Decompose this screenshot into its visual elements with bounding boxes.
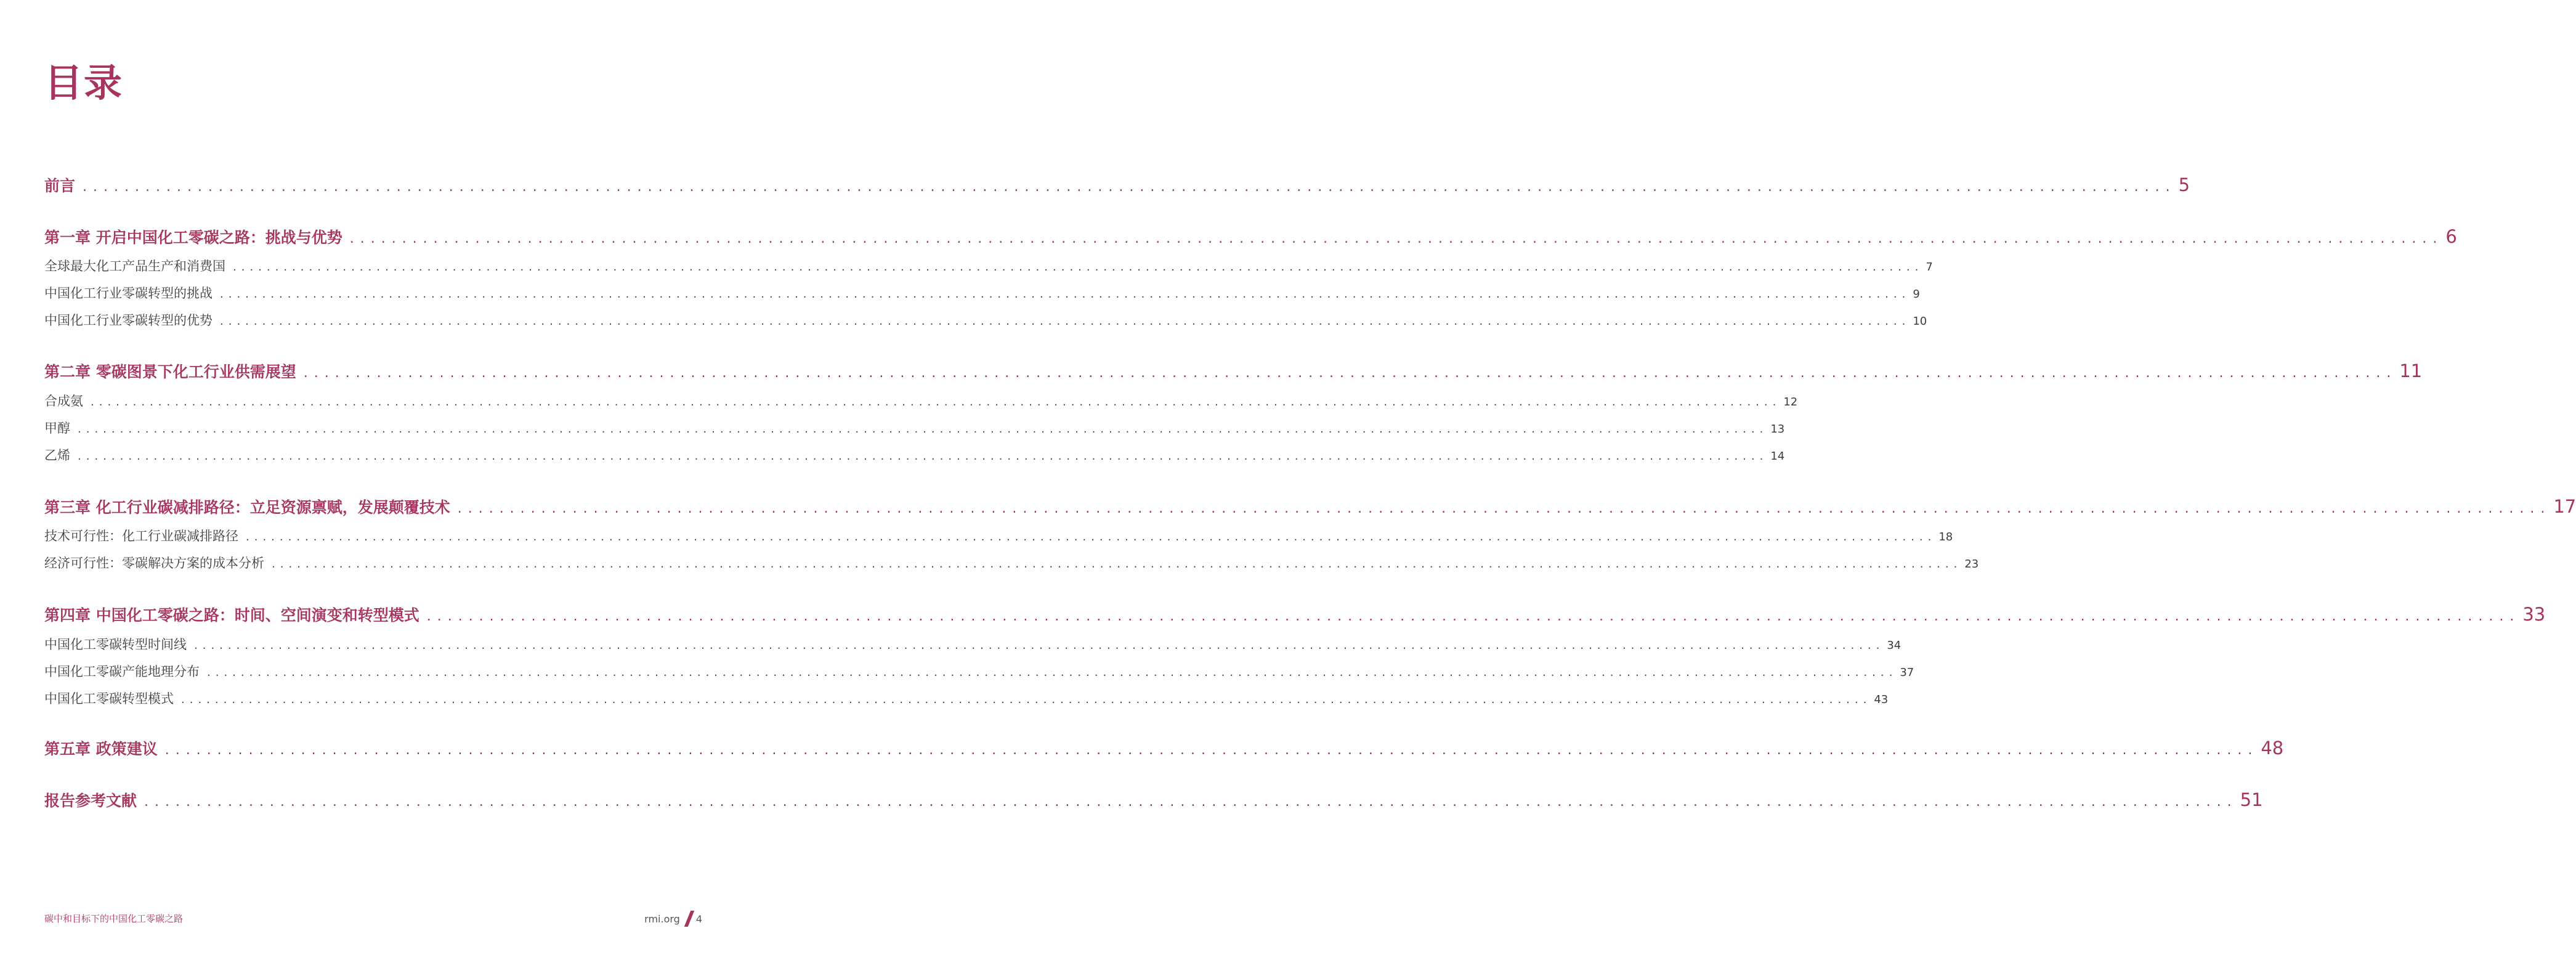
footer-report-title: 碳中和目标下的中国化工零碳之路 <box>44 913 184 924</box>
toc-entry-section[interactable] <box>44 526 1953 545</box>
leader-dots: ........................................................................................................................................................................................................ <box>272 558 1962 571</box>
toc-entry-chapter-1[interactable] <box>44 226 2457 248</box>
toc-entry-section[interactable] <box>44 283 1920 302</box>
toc-entry-section[interactable] <box>44 391 1798 410</box>
leader-dots: ........................................................................................................................................................................................................ <box>78 423 1768 436</box>
toc-entry-label: 中国化工行业零碳转型的优势 <box>44 313 213 328</box>
toc-entry-chapter-3[interactable] <box>44 495 2576 518</box>
leader-dots: ........................................................................................................................................................................................................ <box>426 609 2521 624</box>
toc-entry-label: 中国化工零碳转型模式 <box>44 691 174 706</box>
toc-entry-label: 甲醇 <box>44 421 70 436</box>
toc-page-number: 33 <box>2522 604 2546 625</box>
toc-entry-label: 全球最大化工产品生产和消费国 <box>44 259 225 274</box>
toc-page-number: 13 <box>1770 423 1785 436</box>
page-title: 目录 <box>44 60 124 105</box>
toc-page-number: 6 <box>2445 226 2457 247</box>
toc-entry-label: 乙烯 <box>44 448 70 463</box>
leader-dots: ........................................................................................................................................................................................................ <box>91 396 1781 409</box>
toc-page-number: 9 <box>1913 288 1920 301</box>
leader-dots: ........................................................................................................................................................................................................ <box>220 315 1911 328</box>
toc-page-number: 34 <box>1887 639 1902 652</box>
toc-entry-section[interactable] <box>44 445 1785 464</box>
toc-entry-label: 前言 <box>44 177 76 195</box>
toc-page-number: 48 <box>2261 738 2284 758</box>
toc-entry-label: 中国化工零碳转型时间线 <box>44 637 187 652</box>
footer-page-number: 4 <box>695 913 702 925</box>
toc-entry-chapter-5[interactable] <box>44 737 2284 759</box>
leader-dots: ........................................................................................................................................................................................................ <box>246 531 1937 543</box>
toc-entry-label: 第二章 零碳图景下化工行业供需展望 <box>44 363 296 381</box>
footer-site-link[interactable]: rmi.org <box>644 913 680 925</box>
leader-dots: ........................................................................................................................................................................................................ <box>233 261 1924 274</box>
toc-page-number: 23 <box>1964 558 1979 571</box>
leader-dots: ........................................................................................................................................................................................................ <box>349 231 2444 246</box>
toc-entry-label: 合成氨 <box>44 394 83 409</box>
toc-entry-section[interactable] <box>44 689 1889 707</box>
toc-entry-label: 中国化工行业零碳转型的挑战 <box>44 286 213 301</box>
toc-entry-label: 第三章 化工行业碳减排路径：立足资源禀赋，发展颠覆技术 <box>44 498 450 516</box>
toc-page-number: 10 <box>1913 315 1927 328</box>
toc-page-number: 14 <box>1770 450 1785 463</box>
toc-entry-section[interactable] <box>44 418 1785 437</box>
toc-entry-chapter-4[interactable] <box>44 603 2546 625</box>
toc-page-number: 12 <box>1783 396 1798 409</box>
leader-dots: ........................................................................................................................................................................................................ <box>207 666 1898 679</box>
toc-page-number: 37 <box>1900 666 1914 679</box>
leader-dots: ........................................................................................................................................................................................................ <box>78 450 1768 463</box>
toc-entry-label: 经济可行性：零碳解决方案的成本分析 <box>44 556 264 571</box>
toc-page-number: 43 <box>1874 693 1889 706</box>
leader-dots: ........................................................................................................................................................................................................ <box>303 365 2397 381</box>
leader-dots: ........................................................................................................................................................................................................ <box>457 501 2551 516</box>
toc-entry-section[interactable] <box>44 553 1979 572</box>
toc-page-number: 11 <box>2399 360 2423 381</box>
toc-entry-section[interactable] <box>44 256 1933 275</box>
toc-entry-label: 技术可行性：化工行业碳减排路径 <box>44 529 238 543</box>
footer-page-info <box>644 911 702 927</box>
toc-entry-chapter-2[interactable] <box>44 360 2423 382</box>
leader-dots: ........................................................................................................................................................................................................ <box>220 288 1911 301</box>
slash-icon <box>684 911 695 927</box>
toc-page-number: 5 <box>2178 174 2190 195</box>
toc-entry-label: 第一章 开启中国化工零碳之路：挑战与优势 <box>44 229 342 246</box>
toc-page-number: 17 <box>2553 496 2576 517</box>
toc-entry-references[interactable] <box>44 789 2263 811</box>
toc-entry-label: 报告参考文献 <box>44 792 137 810</box>
toc-entry-label: 第五章 政策建议 <box>44 740 158 758</box>
toc-entry-section[interactable] <box>44 635 1902 653</box>
toc-entry-section[interactable] <box>44 311 1927 329</box>
toc-entry-label: 第四章 中国化工零碳之路：时间、空间演变和转型模式 <box>44 606 419 624</box>
toc-page-number: 18 <box>1938 531 1953 543</box>
leader-dots: ........................................................................................................................................................................................................ <box>83 179 2176 195</box>
leader-dots: ........................................................................................................................................................................................................ <box>144 794 2238 810</box>
toc-entry-section[interactable] <box>44 662 1914 680</box>
leader-dots: ........................................................................................................................................................................................................ <box>181 693 1872 706</box>
toc-page-number: 51 <box>2240 789 2263 810</box>
toc-page-number: 7 <box>1926 261 1933 274</box>
leader-dots: ........................................................................................................................................................................................................ <box>194 639 1885 652</box>
toc-entry-label: 中国化工零碳产能地理分布 <box>44 664 200 679</box>
toc-entry-preface[interactable] <box>44 174 2190 196</box>
leader-dots: ........................................................................................................................................................................................................ <box>164 742 2259 758</box>
